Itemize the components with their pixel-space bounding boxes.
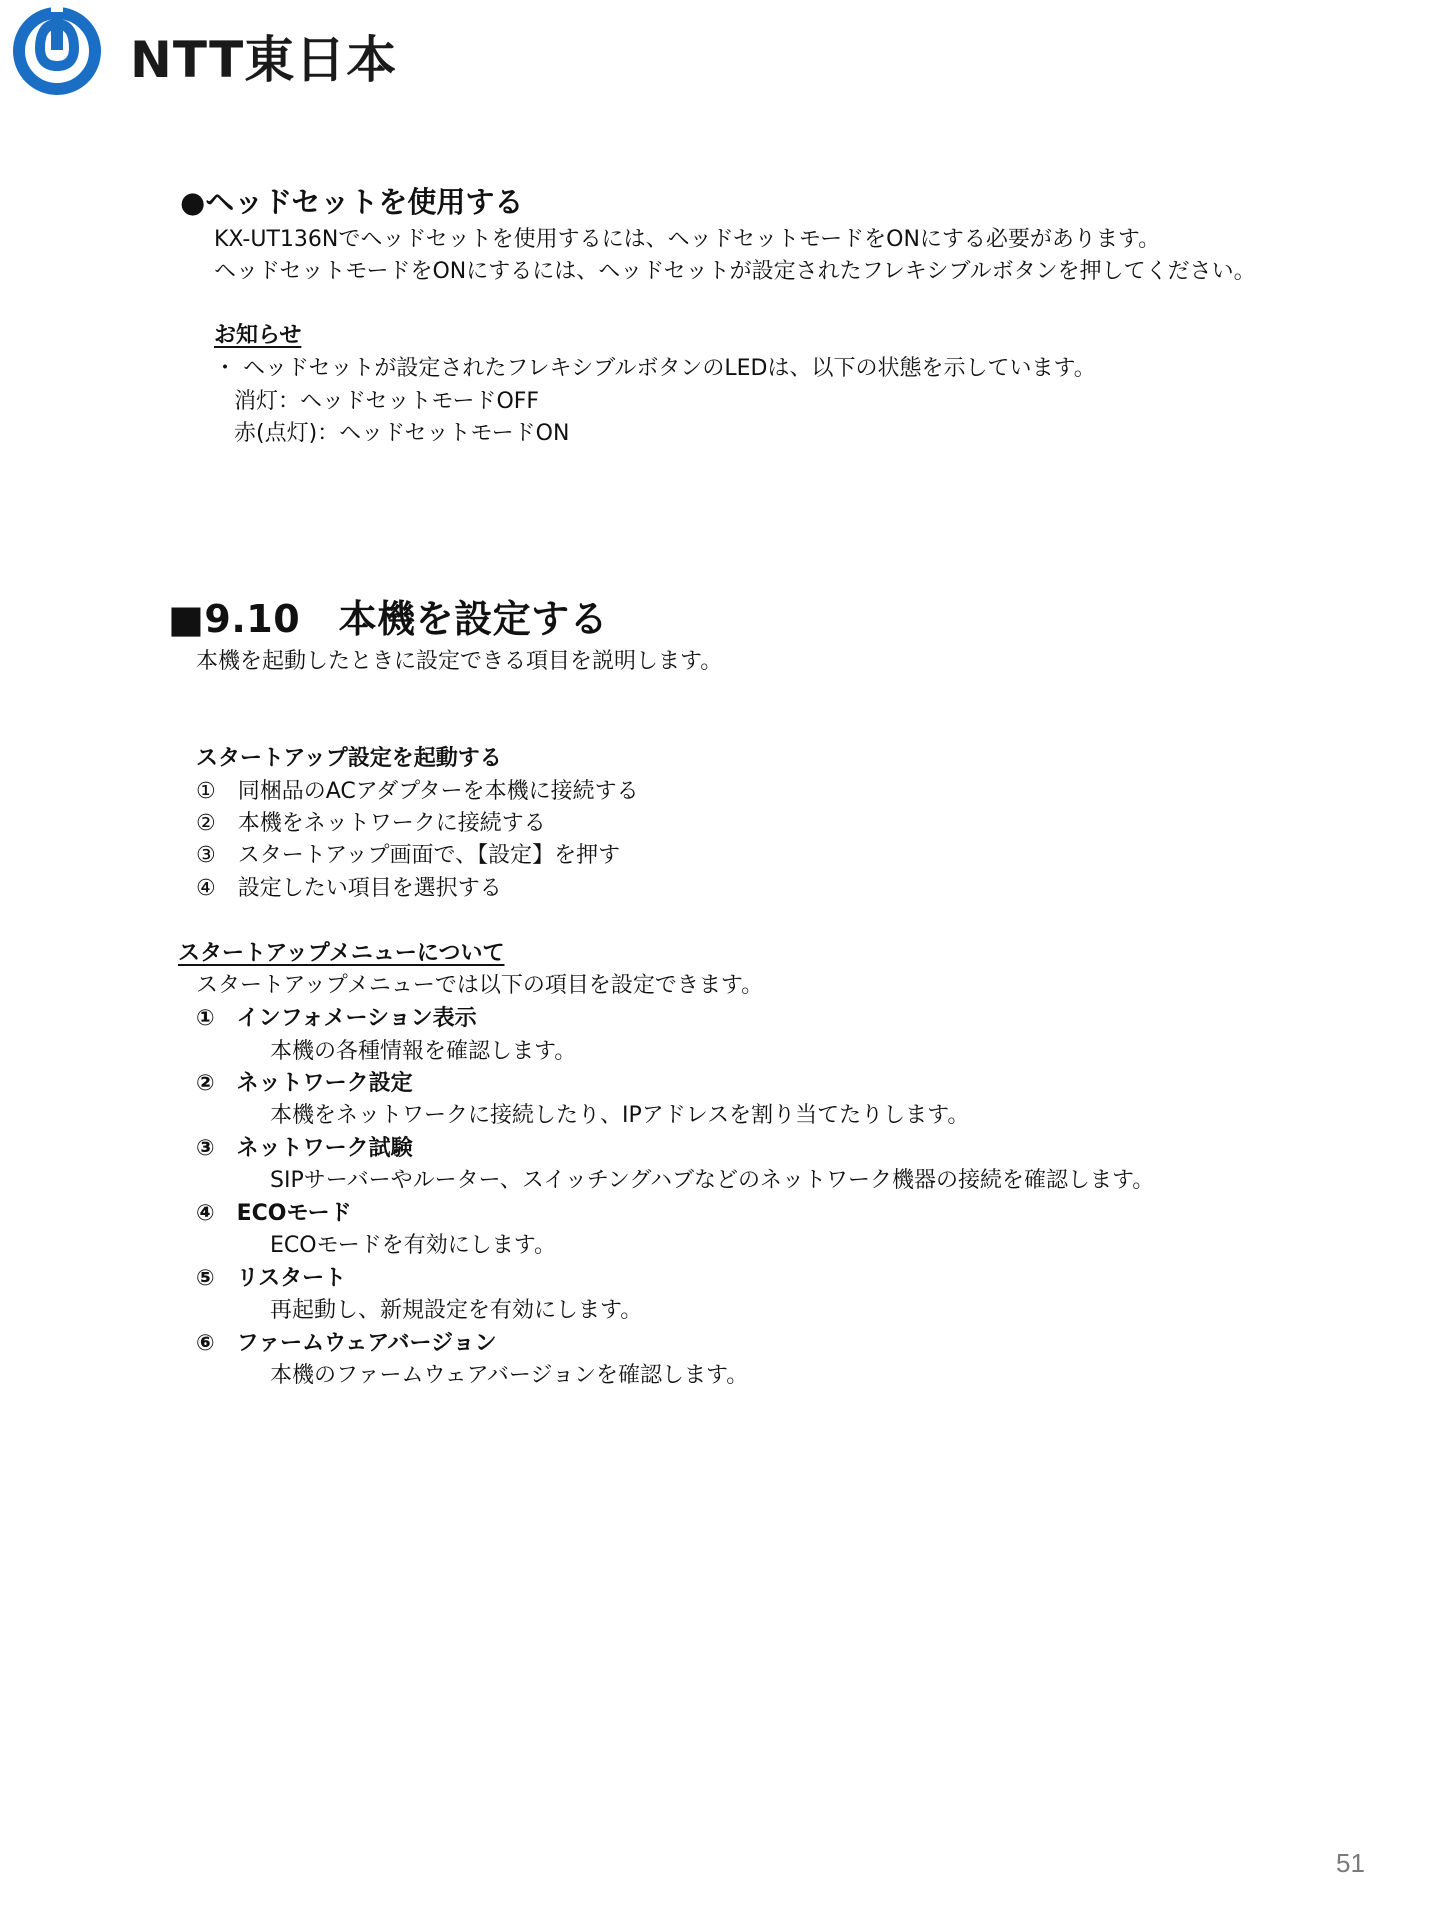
ntt-logo-mark-icon xyxy=(12,6,108,96)
menu-item-title: ② ネットワーク設定 xyxy=(196,1071,413,1096)
menu-intro: スタートアップメニューでは以下の項目を設定できます。 xyxy=(196,973,764,998)
notice-title: お知らせ xyxy=(214,323,302,348)
menu-item-title: ③ ネットワーク試験 xyxy=(196,1136,413,1161)
startup-step: ① 同梱品のACアダプターを本機に接続する xyxy=(196,779,639,804)
menu-heading: スタートアップメニューについて xyxy=(178,941,505,966)
section-title: ■9.10 本機を設定する xyxy=(168,597,609,641)
menu-item-desc: ECOモードを有効にします。 xyxy=(270,1233,556,1258)
headset-heading: ●ヘッドセットを使用する xyxy=(180,185,524,219)
startup-step: ③ スタートアップ画面で、【設定】を押す xyxy=(196,843,621,868)
menu-item-desc: 再起動し、新規設定を有効にします。 xyxy=(270,1298,643,1323)
menu-item-title: ④ ECOモード xyxy=(196,1201,352,1226)
led-state-on: 赤(点灯)：ヘッドセットモードON xyxy=(234,421,570,446)
section-intro: 本機を起動したときに設定できる項目を説明します。 xyxy=(196,649,723,674)
headset-line-1: KX-UT136Nでヘッドセットを使用するには、ヘッドセットモードをONにする必要があります。 xyxy=(214,227,1161,252)
startup-step: ④ 設定したい項目を選択する xyxy=(196,876,502,901)
page-number: 51 xyxy=(1336,1848,1365,1878)
menu-item-desc: 本機をネットワークに接続したり、IPアドレスを割り当てたりします。 xyxy=(270,1103,970,1128)
menu-item-desc: SIPサーバーやルーター、スイッチングハブなどのネットワーク機器の接続を確認します。 xyxy=(270,1168,1155,1193)
headset-line-2: ヘッドセットモードをONにするには、ヘッドセットが設定されたフレキシブルボタンを押してください。 xyxy=(214,259,1256,284)
startup-step: ② 本機をネットワークに接続する xyxy=(196,811,546,836)
notice-line: ・ ヘッドセットが設定されたフレキシブルボタンのLEDは、以下の状態を示しています。 xyxy=(214,356,1096,381)
menu-item-title: ① インフォメーション表示 xyxy=(196,1006,477,1031)
logo-text: NTT東日本 xyxy=(130,31,398,89)
menu-item-desc: 本機のファームウェアバージョンを確認します。 xyxy=(270,1363,749,1388)
menu-item-desc: 本機の各種情報を確認します。 xyxy=(270,1039,577,1064)
menu-item-title: ⑥ ファームウェアバージョン xyxy=(196,1331,497,1356)
menu-item-title: ⑤ リスタート xyxy=(196,1266,347,1291)
startup-heading: スタートアップ設定を起動する xyxy=(196,746,502,771)
ntt-east-logo xyxy=(12,6,422,96)
led-state-off: 消灯：ヘッドセットモードOFF xyxy=(234,389,540,414)
